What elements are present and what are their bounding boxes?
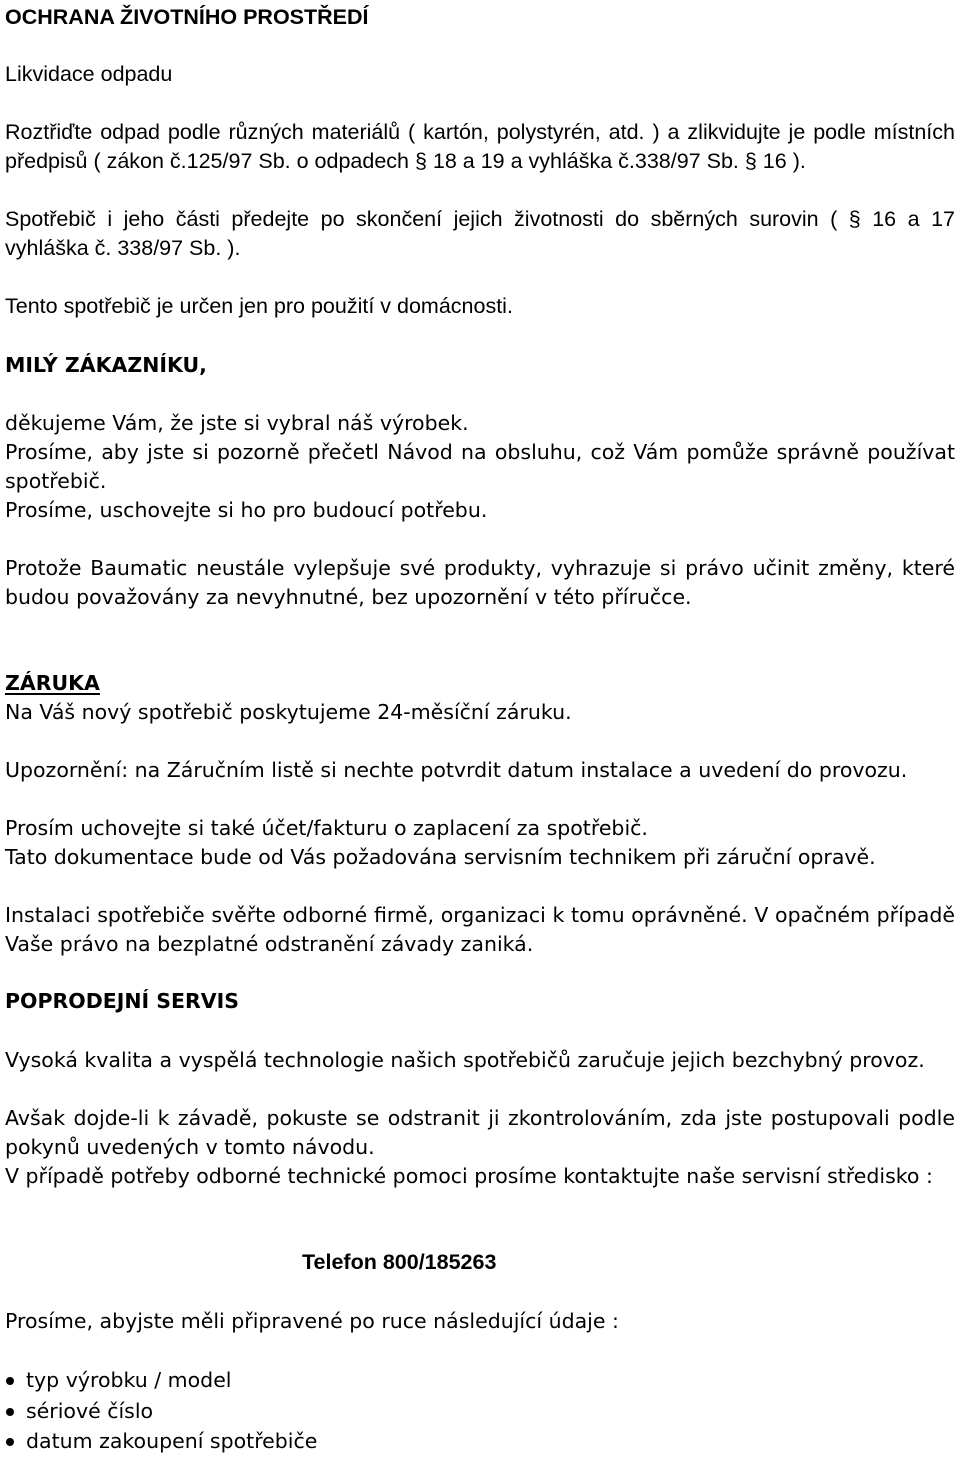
keep-manual-line: Prosíme, uschovejte si ho pro budoucí potřebu. <box>5 498 488 522</box>
list-item: typ výrobku / model <box>5 1366 955 1397</box>
recycling-paragraph: Spotřebič i jeho části předejte po skončení jejich životnosti do sběrných surovin ( § 16 a 17 vyhláška č. 338/97 Sb. ). <box>5 207 955 260</box>
list-item: datum zakoupení spotřebiče <box>5 1427 955 1458</box>
contact-paragraph: V případě potřeby odborné technické pomoci prosíme kontaktujte naše servisní středisko : <box>5 1164 933 1188</box>
service-phone: Telefon 800/185263 <box>302 1250 497 1274</box>
thanks-line: děkujeme Vám, že jste si vybral náš výrobek. <box>5 411 469 435</box>
installation-line: Instalaci spotřebiče svěřte odborné firmě, organizaci k tomu oprávněné. V opačném případě Vaše právo na bezplatné odstranění závady zaniká. <box>5 903 955 956</box>
changes-paragraph: Protože Baumatic neustále vylepšuje své produkty, vyhrazuje si právo učinit změny, které budou považovány za nevyhnutné, bez upozornění v této příručce. <box>5 556 955 609</box>
disposal-paragraph: Roztřiďte odpad podle různých materiálů ( kartón, polystyrén, atd. ) a zlikvidujte je podle místních předpisů ( zákon č.125/97 Sb. o odpadech § 18 a 19 a vyhláška č.338/97 Sb. § 16 ). <box>5 120 955 173</box>
read-manual-line: Prosíme, aby jste si pozorně přečetl Návod na obsluhu, což Vám pomůže správně používat spotřebič. <box>5 440 955 493</box>
customer-heading: MILÝ ZÁKAZNÍKU, <box>5 353 207 377</box>
warranty-line: Na Váš nový spotřebič poskytujeme 24-měsíční záruku. <box>5 700 572 724</box>
quality-paragraph: Vysoká kvalita a vyspělá technologie našich spotřebičů zaručuje jejich bezchybný provoz. <box>5 1048 925 1072</box>
warranty-notice: Upozornění: na Záručním listě si nechte potvrdit datum instalace a uvedení do provozu. <box>5 758 908 782</box>
fault-paragraph: Avšak dojde-li k závadě, pokuste se odstranit ji zkontrolováním, zda jste postupovali podle pokynů uvedených v tomto návodu. <box>5 1106 955 1159</box>
service-heading: POPRODEJNÍ SERVIS <box>5 989 240 1013</box>
list-item: sériové číslo <box>5 1397 955 1428</box>
section-subtitle: Likvidace odpadu <box>5 62 173 86</box>
page-title: OCHRANA ŽIVOTNÍHO PROSTŘEDÍ <box>5 5 369 29</box>
prepare-line: Prosíme, abyjste měli připravené po ruce následující údaje : <box>5 1309 619 1333</box>
household-use-note: Tento spotřebič je určen jen pro použití v domácnosti. <box>5 294 513 318</box>
documentation-line: Tato dokumentace bude od Vás požadována servisním technikem při záruční opravě. <box>5 845 876 869</box>
warranty-heading: ZÁRUKA <box>5 671 100 695</box>
receipt-line: Prosím uchovejte si také účet/fakturu o zaplacení za spotřebič. <box>5 816 648 840</box>
required-info-list <box>5 1366 955 1458</box>
